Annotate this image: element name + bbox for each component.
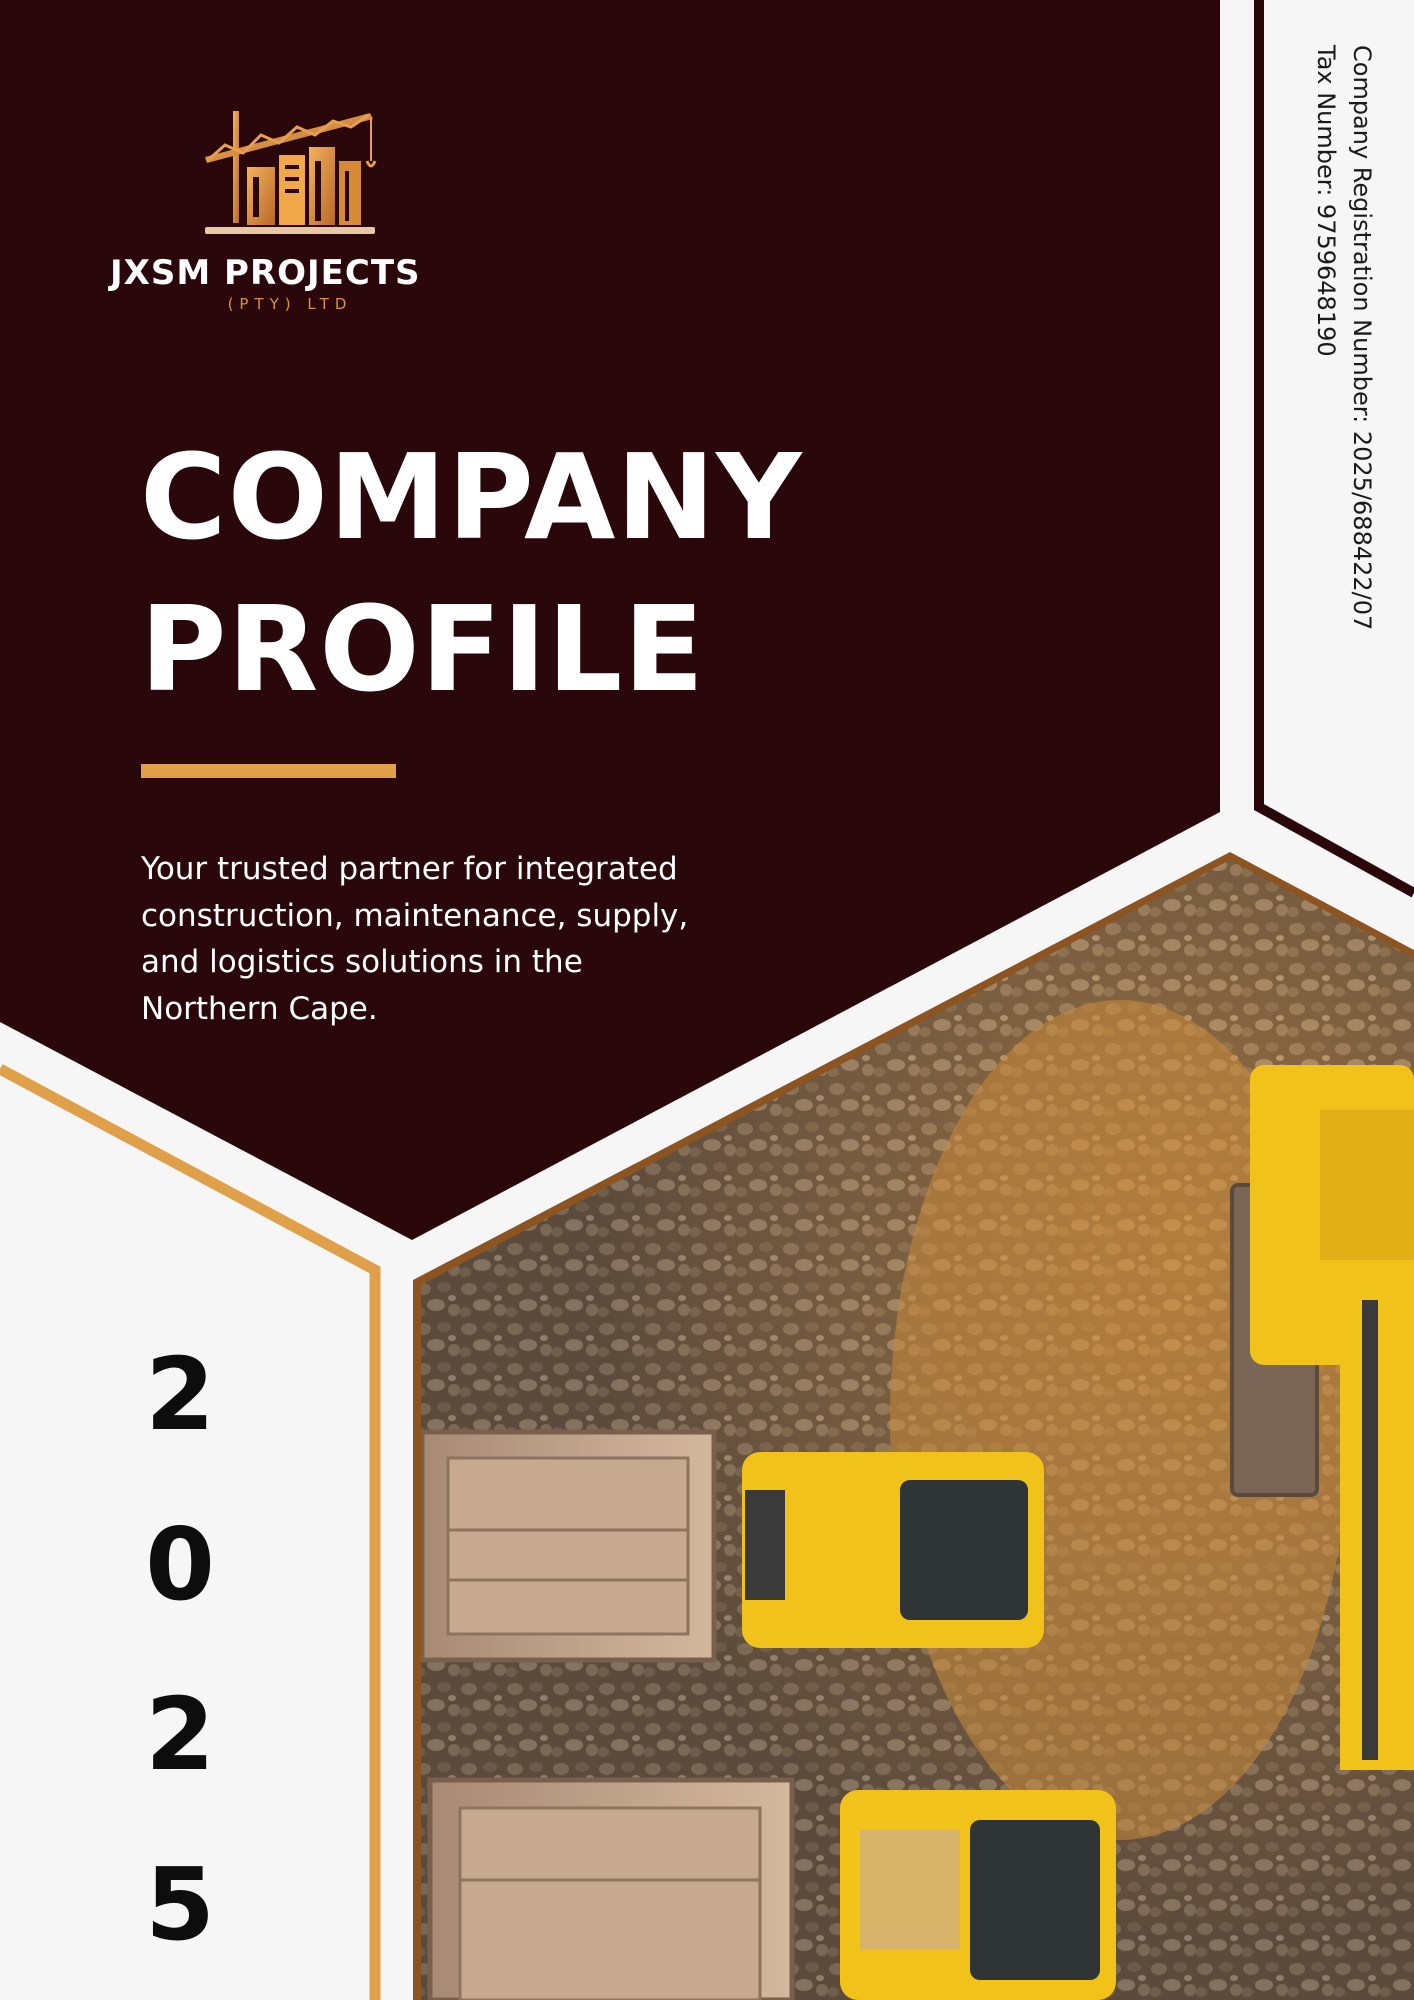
year-digit: 2 <box>145 1336 215 1453</box>
registration-number: Company Registration Number: 2025/688422/07 <box>1348 45 1376 631</box>
tagline-line: construction, maintenance, supply, <box>141 897 689 934</box>
tax-number: Tax Number: 9759648190 <box>1312 45 1340 357</box>
crane-buildings-icon <box>195 105 385 240</box>
year-vertical <box>120 1310 240 1990</box>
page-title-line-1: COMPANY <box>140 428 803 566</box>
company-registration-info <box>1308 45 1380 630</box>
brand-legal-suffix: (PTY) LTD <box>227 295 353 313</box>
tagline-line: Your trusted partner for integrated <box>141 851 678 887</box>
gold-accent-divider <box>141 764 396 778</box>
tagline-line: Northern Cape. <box>141 990 378 1027</box>
tagline-line: and logistics solutions in the <box>141 944 583 980</box>
tagline <box>141 846 761 1032</box>
year-digit: 5 <box>145 1846 215 1963</box>
year-digit: 2 <box>145 1676 215 1793</box>
brand-name: JXSM PROJECTS <box>110 253 421 293</box>
page-title-line-2: PROFILE <box>140 580 705 718</box>
company-logo <box>110 105 450 335</box>
year-digit: 0 <box>145 1506 215 1623</box>
